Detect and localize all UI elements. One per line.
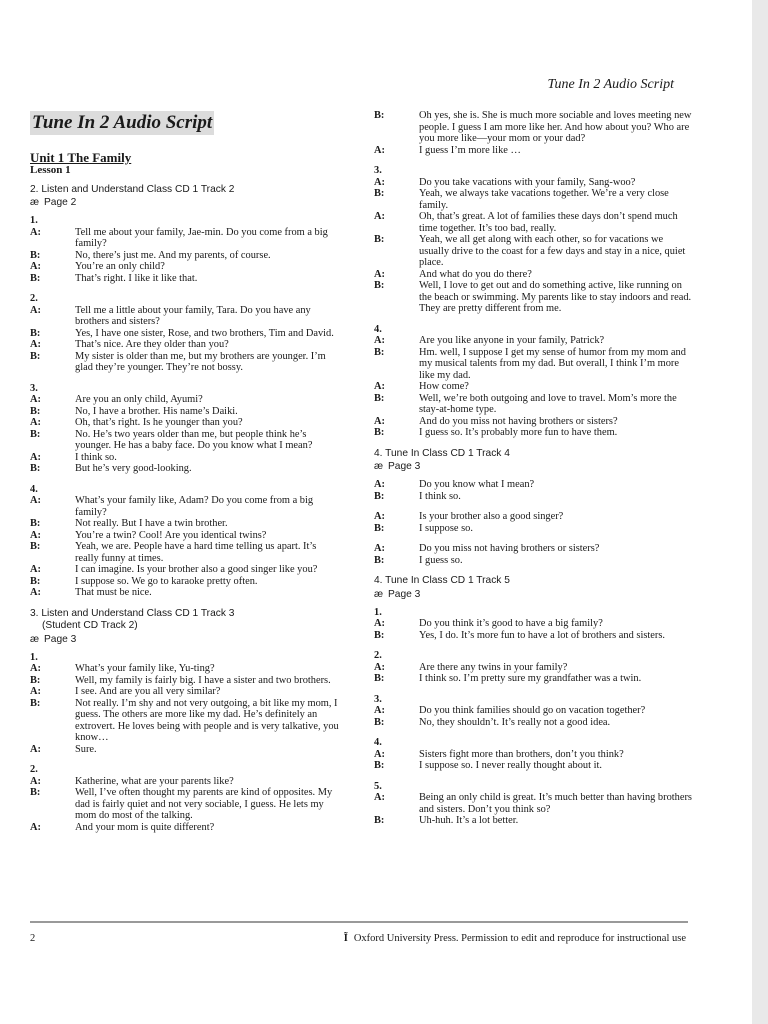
speaker-label: B: xyxy=(374,760,385,771)
dialogue-block xyxy=(374,694,694,729)
dialogue-line xyxy=(30,663,342,675)
dialogue-line xyxy=(374,188,694,211)
spoken-text: I can imagine. Is your brother also a good singer like you? xyxy=(75,564,318,575)
speaker-label: B: xyxy=(374,490,385,502)
speaker-label: B: xyxy=(374,815,385,826)
spoken-text: And do you miss not having brothers or sisters? xyxy=(419,415,618,427)
spoken-text: Sisters fight more than brothers, don’t you think? xyxy=(419,748,624,760)
publisher-mark-icon: Ĩ xyxy=(343,933,348,944)
speaker-label: A: xyxy=(30,587,41,598)
spoken-text: That must be nice. xyxy=(75,587,152,598)
speaker-label: B: xyxy=(30,350,41,362)
page-reference xyxy=(30,196,342,209)
dialogue-block xyxy=(374,781,694,827)
conversation-list xyxy=(374,165,694,439)
spoken-text: What’s your family like, Yu-ting? xyxy=(75,663,215,674)
speaker-label: B: xyxy=(30,327,41,339)
page-number: 2 xyxy=(30,933,36,944)
dialogue-line xyxy=(374,511,694,523)
dialogue-line xyxy=(30,429,342,452)
speaker-label: A: xyxy=(30,339,41,350)
dialogue-line xyxy=(30,250,342,262)
dialogue-line xyxy=(374,630,694,642)
spoken-text: Oh yes, she is. She is much more sociable and loves meeting new people. I guess I am more like her. And how about you? Who are you more like—your mom or your dad? xyxy=(419,110,692,144)
dialogue-line xyxy=(30,339,342,351)
dialogue-line xyxy=(30,576,342,588)
speaker-label: A: xyxy=(374,748,385,760)
speaker-label: A: xyxy=(374,335,385,346)
dialogue-line xyxy=(30,495,342,518)
dialogue-line xyxy=(374,393,694,416)
page-ref-icon: æ xyxy=(30,633,40,645)
spoken-text: I suppose so. I never really thought about it. xyxy=(419,760,602,771)
page-reference xyxy=(374,588,694,601)
conversation-list xyxy=(374,607,694,827)
dialogue-block xyxy=(374,737,694,772)
dialogue-line xyxy=(374,145,694,157)
speaker-label: B: xyxy=(374,629,385,641)
copyright-notice xyxy=(344,933,686,944)
spoken-text: Is your brother also a good singer? xyxy=(419,511,564,522)
page-ref-icon: æ xyxy=(30,197,40,208)
spoken-text: Yeah, we all get along with each other, so for vacations we usually drive to the coast for a few days and stay in a nice, quiet place. xyxy=(419,234,686,268)
conversation-list xyxy=(30,652,342,834)
speaker-label: B: xyxy=(374,346,385,358)
speaker-label: A: xyxy=(374,511,385,522)
dialogue-number: 5. xyxy=(374,780,382,792)
spoken-text: Yes, I have one sister, Rose, and two brothers, Tim and David. xyxy=(75,327,334,339)
dialogue-line xyxy=(30,686,342,698)
speaker-label: A: xyxy=(30,226,41,238)
dialogue-line xyxy=(30,564,342,576)
spoken-text: What’s your family like, Adam? Do you come from a big family? xyxy=(75,495,314,518)
page-ref-label: Page 3 xyxy=(388,588,421,600)
dialogue-block xyxy=(374,543,694,566)
speaker-label: A: xyxy=(374,705,385,716)
dialogue-line xyxy=(374,280,694,315)
dialogue-line xyxy=(374,491,694,503)
speaker-label: A: xyxy=(30,686,41,697)
dialogue-line xyxy=(30,518,342,530)
spoken-text: I see. And are you all very similar? xyxy=(75,686,221,697)
speaker-label: A: xyxy=(30,529,41,541)
dialogue-line xyxy=(30,463,342,475)
dialogue-line xyxy=(30,587,342,599)
dialogue-line xyxy=(374,110,694,145)
page-ref-icon: æ xyxy=(374,461,384,472)
spoken-text: Do you think it’s good to have a big family? xyxy=(419,618,603,629)
speaker-label: A: xyxy=(374,268,385,280)
section-heading: 3. Listen and Understand Class CD 1 Track 3 xyxy=(30,607,235,619)
speaker-label: B: xyxy=(374,392,385,404)
dialogue-block xyxy=(30,383,342,475)
dialogue-number: 3. xyxy=(374,165,382,176)
dialogue-number: 4. xyxy=(374,323,382,335)
dialogue-line xyxy=(30,822,342,834)
dialogue-line xyxy=(30,305,342,328)
lesson-heading: Lesson 1 xyxy=(30,164,71,176)
dialogue-line xyxy=(374,760,694,772)
dialogue-line xyxy=(30,776,342,788)
right-column xyxy=(374,110,694,836)
speaker-label: A: xyxy=(30,261,41,272)
speaker-label: B: xyxy=(30,787,41,798)
speaker-label: B: xyxy=(374,554,385,566)
dialogue-line xyxy=(374,381,694,393)
dialogue-block xyxy=(374,324,694,439)
dialogue-line xyxy=(30,787,342,822)
spoken-text: Well, we’re both outgoing and love to travel. Mom’s more the stay-at-home type. xyxy=(419,392,677,415)
spoken-text: Well, I love to get out and do something active, like running on the beach or swimming. My parents like to stay indoors and read. They are pretty different from me. xyxy=(419,280,692,314)
dialogue-line xyxy=(374,673,694,685)
page-reference xyxy=(374,460,694,473)
dialogue-line xyxy=(374,269,694,281)
section-heading: 4. Tune In Class CD 1 Track 4 xyxy=(374,447,510,459)
speaker-label: A: xyxy=(30,743,41,755)
speaker-label: A: xyxy=(30,394,41,405)
spoken-text: Sure. xyxy=(75,743,97,755)
page-ref-label: Page 3 xyxy=(388,461,421,472)
spoken-text: Being an only child is great. It’s much better than having brothers and sisters. Don’t you think so? xyxy=(419,792,692,815)
dialogue-line xyxy=(374,347,694,382)
dialogue-block xyxy=(374,650,694,685)
spoken-text: I think so. I’m pretty sure my grandfather was a twin. xyxy=(419,673,642,684)
speaker-label: A: xyxy=(30,821,41,833)
spoken-text: Not really. I’m shy and not very outgoing, a bit like my mom, I guess. The others are more like my dad. He’s definitely an extrovert. He loves being with people and is very talkative, you know… xyxy=(75,697,339,743)
footer-divider xyxy=(30,921,688,923)
spoken-text: I suppose so. We go to karaoke pretty often. xyxy=(75,575,258,587)
speaker-label: B: xyxy=(374,673,385,684)
spoken-text: You’re a twin? Cool! Are you identical twins? xyxy=(75,529,267,541)
dialogue-line xyxy=(30,541,342,564)
spoken-text: I think so. xyxy=(75,451,117,463)
dialogue-number: 1. xyxy=(30,651,38,663)
section-subheading: (Student CD Track 2) xyxy=(42,620,138,631)
speaker-label: B: xyxy=(374,110,385,121)
dialogue-line xyxy=(374,335,694,347)
page-reference xyxy=(30,633,342,646)
speaker-label: A: xyxy=(374,144,385,156)
dialogue-line xyxy=(374,792,694,815)
speaker-label: B: xyxy=(30,428,41,440)
dialogue-block xyxy=(374,607,694,642)
section-heading: 2. Listen and Understand Class CD 1 Track 2 xyxy=(30,183,235,195)
dialogue-line xyxy=(30,351,342,374)
dialogue-line xyxy=(374,211,694,234)
speaker-label: A: xyxy=(30,417,41,428)
dialogue-line xyxy=(30,744,342,756)
speaker-label: A: xyxy=(30,663,41,674)
page-ref-label: Page 3 xyxy=(44,633,77,645)
spoken-text: Well, my family is fairly big. I have a sister and two brothers. xyxy=(75,674,331,686)
speaker-label: A: xyxy=(374,479,385,490)
speaker-label: A: xyxy=(30,564,41,575)
conversation-list xyxy=(374,479,694,566)
speaker-label: A: xyxy=(374,381,385,392)
speaker-label: B: xyxy=(30,272,41,284)
speaker-label: B: xyxy=(374,280,385,291)
dialogue-line xyxy=(30,698,342,744)
speaker-label: B: xyxy=(30,518,41,529)
dialogue-line xyxy=(374,618,694,630)
speaker-label: B: xyxy=(374,188,385,199)
speaker-label: A: xyxy=(374,792,385,803)
dialogue-number: 2. xyxy=(30,293,38,304)
page-edge xyxy=(752,0,768,1024)
dialogue-line xyxy=(374,717,694,729)
spoken-text: Are you like anyone in your family, Patrick? xyxy=(419,335,605,346)
speaker-label: A: xyxy=(30,304,41,316)
spoken-text: Tell me about your family, Jae-min. Do you come from a big family? xyxy=(75,226,328,249)
spoken-text: Oh, that’s right. Is he younger than you? xyxy=(75,417,243,428)
dialogue-number: 4. xyxy=(374,737,382,748)
spoken-text: I guess so. It’s probably more fun to have them. xyxy=(419,427,618,438)
spoken-text: Yes, I do. It’s more fun to have a lot of brothers and sisters. xyxy=(419,629,665,641)
spoken-text: Do you miss not having brothers or sisters? xyxy=(419,543,600,554)
left-column xyxy=(30,150,342,842)
running-header: Tune In 2 Audio Script xyxy=(547,77,674,92)
dialogue-line xyxy=(374,815,694,827)
speaker-label: B: xyxy=(374,427,385,438)
unit-heading: Unit 1 The Family xyxy=(30,150,132,165)
dialogue-line xyxy=(30,417,342,429)
spoken-text: Do you know what I mean? xyxy=(419,479,535,490)
spoken-text: No, there’s just me. And my parents, of course. xyxy=(75,249,271,261)
speaker-label: B: xyxy=(30,463,41,474)
dialogue-line xyxy=(374,427,694,439)
speaker-label: B: xyxy=(374,522,385,534)
spoken-text: Oh, that’s great. A lot of families these days don’t spend much time together. It’s too bad, really. xyxy=(419,211,678,234)
dialogue-line xyxy=(374,416,694,428)
dialogue-block xyxy=(30,652,342,756)
spoken-text: No. He’s two years older than me, but people think he’s younger. He has a baby face. Do you know what I mean? xyxy=(75,428,313,451)
speaker-label: A: xyxy=(374,211,385,222)
speaker-label: B: xyxy=(30,249,41,261)
dialogue-line xyxy=(30,394,342,406)
spoken-text: And what do you do there? xyxy=(419,268,532,280)
speaker-label: A: xyxy=(374,415,385,427)
speaker-label: B: xyxy=(30,697,41,709)
speaker-label: A: xyxy=(374,176,385,188)
dialogue-block xyxy=(374,110,694,156)
spoken-text: Tell me a little about your family, Tara. Do you have any brothers and sisters? xyxy=(75,304,311,327)
dialogue-line xyxy=(30,328,342,340)
dialogue-line xyxy=(374,543,694,555)
spoken-text: Well, I’ve often thought my parents are kind of opposites. My dad is fairly quiet and not very sociable, I guess. He lets my mom do most of the talking. xyxy=(75,787,333,821)
speaker-label: A: xyxy=(374,543,385,554)
spoken-text: Not really. But I have a twin brother. xyxy=(75,518,228,529)
dialogue-block xyxy=(374,165,694,315)
spoken-text: Do you take vacations with your family, Sang-woo? xyxy=(419,176,636,188)
spoken-text: That’s nice. Are they older than you? xyxy=(75,339,229,350)
dialogue-line xyxy=(374,705,694,717)
spoken-text: You’re an only child? xyxy=(75,261,165,272)
document-title: Tune In 2 Audio Script xyxy=(32,112,213,133)
dialogue-block xyxy=(30,215,342,284)
dialogue-block xyxy=(30,484,342,599)
conversation-list xyxy=(30,215,342,599)
speaker-label: B: xyxy=(30,674,41,686)
dialogue-line xyxy=(30,675,342,687)
speaker-label: B: xyxy=(374,234,385,245)
spoken-text: My sister is older than me, but my brothers are younger. I’m glad they’re younger. They’re not bossy. xyxy=(75,350,326,373)
dialogue-number: 2. xyxy=(30,764,38,775)
dialogue-number: 4. xyxy=(30,483,38,495)
spoken-text: I guess I’m more like … xyxy=(419,144,521,156)
speaker-label: A: xyxy=(30,495,41,506)
dialogue-block xyxy=(30,764,342,833)
page-ref-label: Page 2 xyxy=(44,197,77,208)
dialogue-line xyxy=(374,749,694,761)
spoken-text: Yeah, we are. People have a hard time telling us apart. It’s really funny at times. xyxy=(75,541,317,564)
dialogue-line xyxy=(30,452,342,464)
speaker-label: A: xyxy=(30,451,41,463)
dialogue-block xyxy=(30,293,342,374)
dialogue-line xyxy=(30,273,342,285)
dialogue-number: 3. xyxy=(30,382,38,394)
spoken-text: And your mom is quite different? xyxy=(75,821,215,833)
spoken-text: I think so. xyxy=(419,490,461,502)
spoken-text: I guess so. xyxy=(419,554,463,566)
dialogue-block xyxy=(374,479,694,502)
spoken-text: But he’s very good-looking. xyxy=(75,463,192,474)
dialogue-line xyxy=(374,479,694,491)
dialogue-number: 1. xyxy=(374,606,382,618)
dialogue-line xyxy=(374,555,694,567)
spoken-text: Uh-huh. It’s a lot better. xyxy=(419,815,519,826)
spoken-text: Are you an only child, Ayumi? xyxy=(75,394,203,405)
spoken-text: Yeah, we always take vacations together. We’re a very close family. xyxy=(419,188,669,211)
speaker-label: A: xyxy=(30,775,41,787)
dialogue-line xyxy=(30,227,342,250)
speaker-label: A: xyxy=(374,661,385,673)
spoken-text: No, I have a brother. His name’s Daiki. xyxy=(75,405,238,417)
dialogue-number: 1. xyxy=(30,215,38,226)
dialogue-line xyxy=(30,406,342,418)
dialogue-block xyxy=(374,511,694,534)
continued-conversation xyxy=(374,110,694,156)
page-ref-icon: æ xyxy=(374,588,384,600)
copyright-text: Oxford University Press. Permission to edit and reproduce for instructional use xyxy=(353,933,686,944)
spoken-text: Katherine, what are your parents like? xyxy=(75,775,234,787)
dialogue-line xyxy=(30,530,342,542)
spoken-text: That’s right. I like it like that. xyxy=(75,272,198,284)
dialogue-line xyxy=(30,261,342,273)
section-heading: 4. Tune In Class CD 1 Track 5 xyxy=(374,575,510,586)
dialogue-line xyxy=(374,662,694,674)
spoken-text: I suppose so. xyxy=(419,522,473,534)
spoken-text: Do you think families should go on vacation together? xyxy=(419,705,646,716)
speaker-label: B: xyxy=(30,405,41,417)
speaker-label: A: xyxy=(374,618,385,629)
spoken-text: How come? xyxy=(419,381,469,392)
dialogue-line xyxy=(374,234,694,269)
speaker-label: B: xyxy=(374,716,385,728)
spoken-text: Are there any twins in your family? xyxy=(419,661,568,673)
spoken-text: No, they shouldn’t. It’s really not a good idea. xyxy=(419,716,611,728)
speaker-label: B: xyxy=(30,541,41,552)
speaker-label: B: xyxy=(30,575,41,587)
spoken-text: Hm. well, I suppose I get my sense of humor from my mom and my musical talents from my dad. But overall, I think I’m more like my dad. xyxy=(419,346,686,381)
dialogue-line xyxy=(374,177,694,189)
dialogue-number: 2. xyxy=(374,650,382,661)
dialogue-number: 3. xyxy=(374,693,382,705)
dialogue-line xyxy=(374,523,694,535)
